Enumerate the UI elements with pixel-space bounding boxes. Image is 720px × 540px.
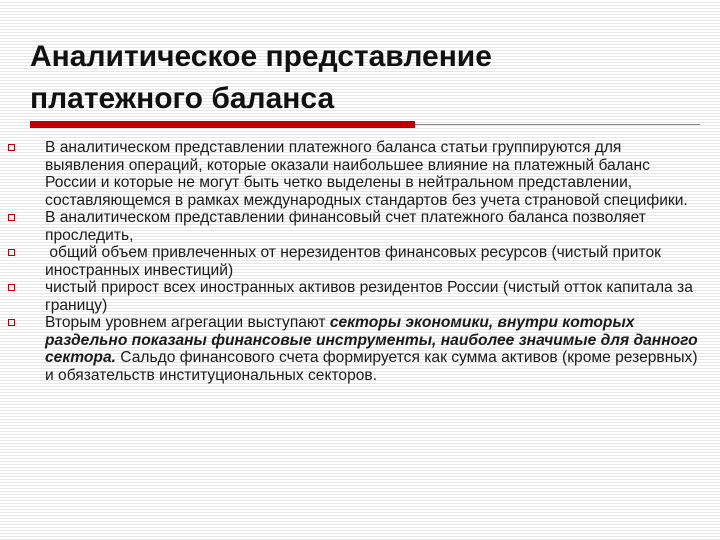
title-divider xyxy=(415,124,700,125)
bullet-square-icon xyxy=(8,319,15,326)
bullet-text: В аналитическом представлении финансовый счет платежного баланса позволяет проследить, xyxy=(45,209,646,244)
bullet-text: чистый прирост всех иностранных активов резидентов России (чистый отток капитала за границу) xyxy=(45,279,693,314)
title-underline xyxy=(30,121,415,128)
bullet-text-tail: Сальдо финансового счета формируется как сумма активов (кроме резервных) и обязательств институциональных секторов. xyxy=(45,349,698,384)
bullet-text: В аналитическом представлении платежного баланса статьи группируются для выявления операций, которые оказали наибольшее влияние на платежный баланс России и которые не могут быть четко выделены в нейтральном представлении, составляющемся в рамках международных стандартов без учета страновой специфики. xyxy=(45,139,688,209)
bullet-item xyxy=(8,139,698,209)
bullet-text-lead: Вторым уровнем агрегации выступают xyxy=(45,314,330,331)
slide-title-line-2: платежного баланса xyxy=(30,82,335,115)
bullet-item xyxy=(8,279,698,314)
bullet-text-emphasis: секторы экономики, внутри которых раздельно показаны финансовые инструменты, наиболее значимые для данного сектора. xyxy=(45,314,698,366)
bullet-square-icon xyxy=(8,284,15,291)
bullet-list xyxy=(8,139,698,384)
bullet-square-icon xyxy=(8,144,15,151)
slide-title-line-1: Аналитическое представление xyxy=(30,40,492,73)
bullet-item xyxy=(8,314,698,384)
bullet-text: общий объем привлеченных от нерезидентов финансовых ресурсов (чистый приток иностранных инвестиций) xyxy=(45,244,666,279)
bullet-item xyxy=(8,209,698,244)
slide-title xyxy=(30,36,670,120)
bullet-item xyxy=(8,244,698,279)
bullet-square-icon xyxy=(8,214,15,221)
bullet-square-icon xyxy=(8,249,15,256)
